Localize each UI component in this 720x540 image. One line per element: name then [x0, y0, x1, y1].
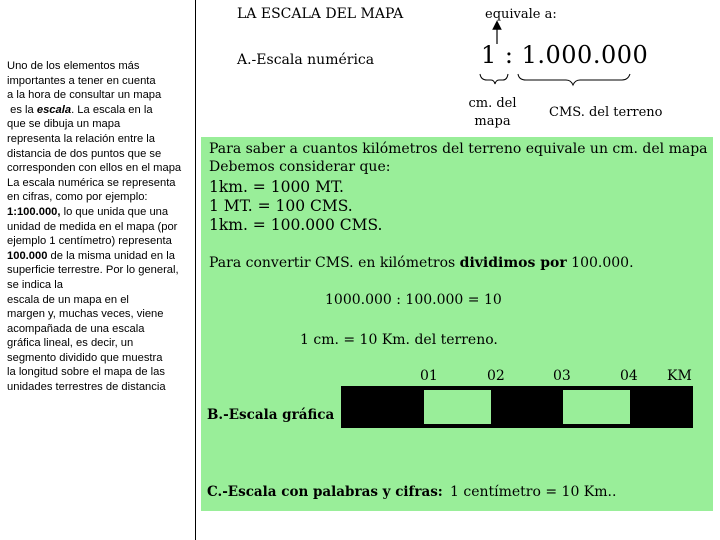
left-line: que se dibuja un mapa: [7, 118, 121, 131]
left-line: segmento dividido que muestra: [7, 351, 163, 364]
debemos-text: Debemos considerar que:: [209, 159, 391, 175]
scale-unit-label: KM: [667, 368, 692, 384]
left-line: la longitud sobre el mapa de las: [7, 366, 165, 379]
words-scale-heading: C.-Escala con palabras y cifras:: [207, 484, 443, 500]
left-line: en cifras, como por ejemplo:: [7, 191, 148, 204]
left-line: margen y, muchas veces, viene: [7, 308, 164, 321]
left-line: distancia de dos puntos que se: [7, 147, 162, 160]
convertir-prefix: Para convertir CMS. en kilómetros: [209, 255, 460, 271]
scale-explanation-panel: [201, 137, 713, 511]
map-cm-label-line2: mapa: [474, 114, 511, 129]
words-scale-value: 1 centímetro = 10 Km..: [450, 484, 617, 500]
convertir-suffix: 100.000.: [566, 255, 634, 271]
graphic-scale-heading: B.-Escala gráfica: [207, 407, 335, 423]
left-line: La escala numérica se representa: [7, 176, 176, 189]
left-line: unidades terrestres de distancia: [7, 381, 166, 394]
scale-tick-label: 04: [620, 368, 638, 384]
map-cm-label-line1: cm. del: [468, 96, 517, 111]
graphic-scale-bar: [341, 386, 693, 428]
left-line: escala de un mapa en el: [7, 293, 129, 306]
numeric-scale-heading: A.-Escala numérica: [237, 52, 375, 68]
left-line-example-2: 100.000 de la misma unidad en la: [7, 249, 175, 262]
scale-bar-white-segment: [563, 390, 630, 424]
left-line: importantes a tener en cuenta: [7, 74, 156, 87]
equivalence-3: 1km. = 100.000 CMS.: [209, 216, 383, 234]
left-line: ejemplo 1 centímetro) representa: [7, 235, 172, 248]
equivalence-2: 1 MT. = 100 CMS.: [209, 197, 353, 215]
left-line: a la hora de consultar un mapa: [7, 89, 162, 102]
left-line-escala: es la escala. La escala en la: [7, 103, 153, 116]
scale-tick-label: 01: [420, 368, 438, 384]
left-line: Uno de los elementos más: [7, 60, 140, 72]
scale-tick-label: 02: [487, 368, 505, 384]
result-text: 1 cm. = 10 Km. del terreno.: [300, 332, 498, 348]
equivalence-1: 1km. = 1000 MT.: [209, 178, 344, 196]
terrain-cms-label: CMS. del terreno: [549, 105, 663, 120]
left-line: gráfica lineal, es decir, un: [7, 337, 134, 350]
map-cm-label: [465, 95, 520, 131]
equivale-label: equivale a:: [485, 7, 557, 22]
left-line: representa la relación entre la: [7, 132, 156, 145]
left-line: unidad de medida en el mapa (por: [7, 220, 178, 233]
scale-ratio: 1 : 1.000.000: [481, 41, 649, 69]
scale-tick-label: 03: [553, 368, 571, 384]
convertir-bold: dividimos por: [459, 255, 567, 271]
division-text: 1000.000 : 100.000 = 10: [325, 292, 502, 308]
brace-left: [480, 74, 508, 84]
convertir-text: [209, 255, 634, 271]
left-line: se indica la: [7, 278, 63, 291]
left-line: acompañada de una escala: [7, 322, 145, 335]
brace-right: [518, 74, 630, 85]
left-line: corresponden con ellos en el mapa: [7, 162, 182, 175]
left-line: superficie terrestre. Por lo general,: [7, 264, 179, 277]
scale-bar-white-segment: [424, 390, 491, 424]
left-line-example: 1:100.000, lo que unida que una: [7, 205, 169, 218]
para-saber-text: Para saber a cuantos kilómetros del terreno equivale un cm. del mapa: [209, 141, 708, 157]
page-title: LA ESCALA DEL MAPA: [237, 6, 404, 22]
